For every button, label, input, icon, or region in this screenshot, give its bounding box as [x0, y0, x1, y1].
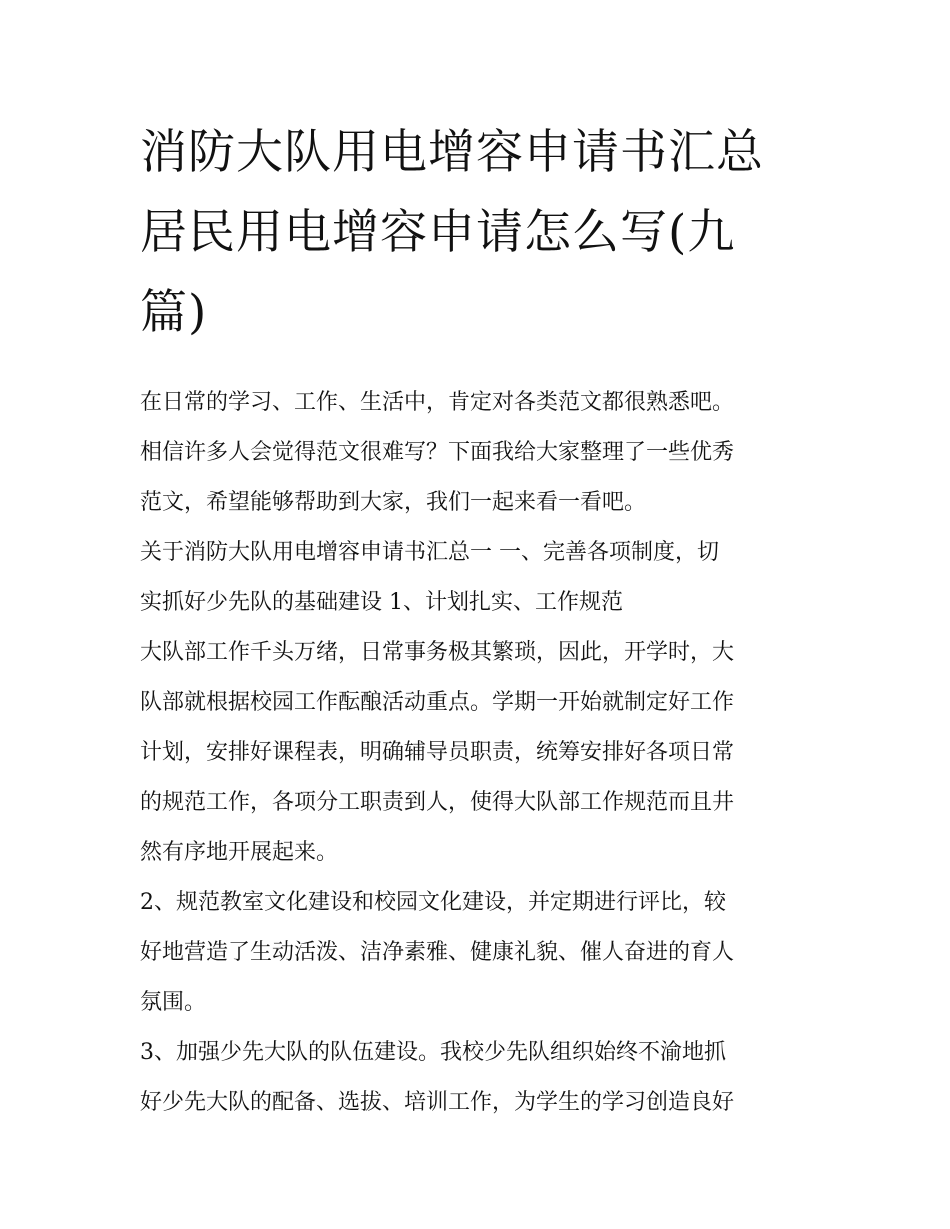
text-line: 然有序地开展起来。 [140, 840, 339, 865]
text-line: 在日常的学习、工作、生活中，肯定对各类范文都很熟悉吧。 [140, 390, 735, 415]
paragraph-section-1 [140, 528, 820, 628]
text-line: 氛围。 [140, 990, 207, 1015]
text-line: 好少先大队的配备、选拔、培训工作，为学生的学习创造良好 [140, 1090, 735, 1115]
text-line: 相信许多人会觉得范文很难写？下面我给大家整理了一些优秀 [140, 440, 735, 465]
title-line: 篇) [140, 285, 208, 340]
text-line: 范文，希望能够帮助到大家，我们一起来看一看吧。 [140, 490, 647, 515]
text-line: 计划，安排好课程表，明确辅导员职责，统筹安排好各项日常 [140, 740, 735, 765]
paragraph-item-2 [140, 878, 820, 1028]
text-line: 队部就根据校园工作酝酿活动重点。学期一开始就制定好工作 [140, 690, 735, 715]
document-title [140, 113, 820, 353]
text-line: 实抓好少先队的基础建设 1、计划扎实、工作规范 [140, 590, 623, 615]
text-line: 的规范工作，各项分工职责到人，使得大队部工作规范而且井 [140, 790, 735, 815]
title-line: 居民用电增容申请怎么写(九 [140, 205, 736, 260]
text-line: 大队部工作千头万绪，日常事务极其繁琐，因此，开学时，大 [140, 640, 735, 665]
text-line: 关于消防大队用电增容申请书汇总一 一、完善各项制度，切 [140, 540, 719, 565]
document-body [140, 378, 820, 1128]
paragraph-item-3 [140, 1028, 820, 1128]
document-page [140, 113, 820, 1128]
text-line: 好地营造了生动活泼、洁净素雅、健康礼貌、催人奋进的育人 [140, 940, 735, 965]
text-line: 2、规范教室文化建设和校园文化建设，并定期进行评比，较 [140, 890, 726, 915]
paragraph-intro [140, 378, 820, 528]
paragraph-work-plan [140, 628, 820, 878]
title-line: 消防大队用电增容申请书汇总 [140, 125, 764, 180]
text-line: 3、加强少先大队的队伍建设。我校少先队组织始终不渝地抓 [140, 1040, 726, 1065]
